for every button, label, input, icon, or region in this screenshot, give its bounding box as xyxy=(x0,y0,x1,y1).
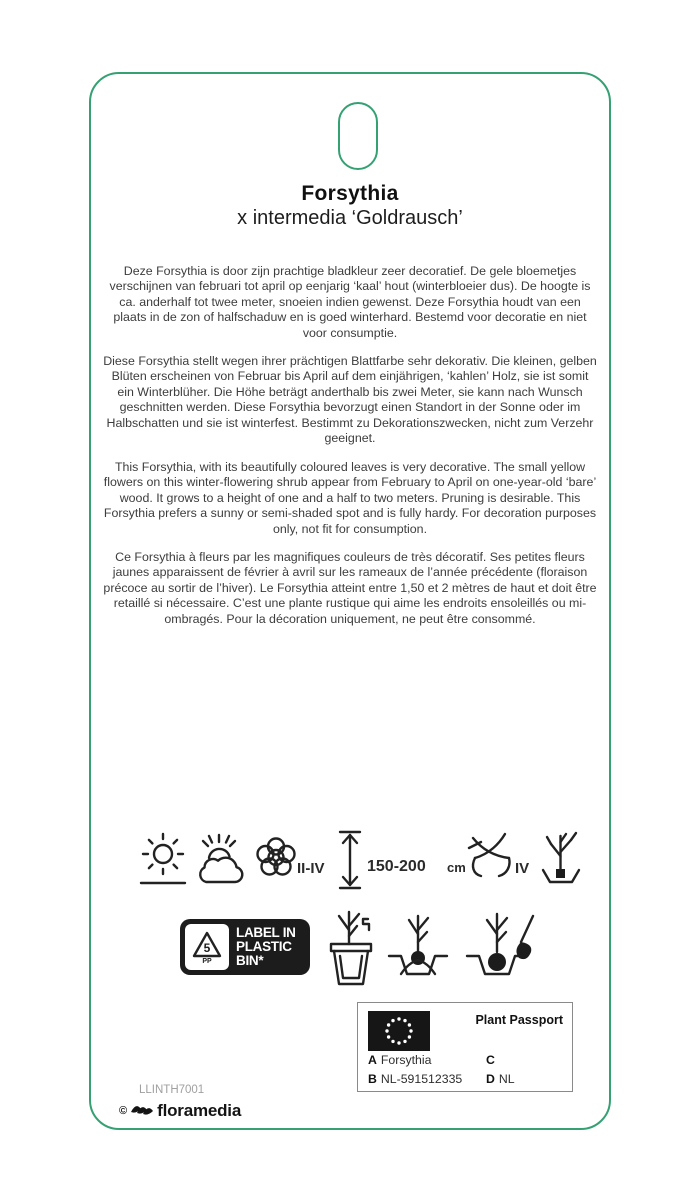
description-german: Diese Forsythia stellt wegen ihrer prächtigen Blattfarbe sehr dekorativ. Die kleinen, gelben Blüten erscheinen von Februar bis April auf dem einjährigen, ‘kahlen’ Holz, sie ist somit ein Winterblüher. Die Höhe beträgt anderthalb bis zwei Meter, sie kann nach Wunsch geschnitten werden. Diese Forsythia bevorzugt einen Standort in der Sonne oder im Halbschatten und sie ist winterfest. Bestimmt zu Dekorationszwecken, nicht zum Verzehr geeignet. xyxy=(103,354,597,446)
badge-line-1: LABEL IN xyxy=(236,925,296,940)
passport-title: Plant Passport xyxy=(475,1013,563,1027)
plant-with-shovel-icon xyxy=(463,908,543,988)
height-range-label: 150-200 xyxy=(367,858,426,875)
pruning-period-label: IV xyxy=(515,860,530,877)
passport-value-b: NL-591512335 xyxy=(380,1072,463,1086)
copyright-symbol: © xyxy=(119,1104,128,1117)
plant-genus-title: Forsythia xyxy=(301,182,399,205)
height-icon xyxy=(337,828,363,892)
passport-row-d xyxy=(486,1072,515,1086)
passport-key-b: B xyxy=(368,1072,377,1086)
passport-key-d: D xyxy=(486,1072,495,1086)
plant-cultivar-subtitle: x intermedia ‘Goldrausch’ xyxy=(237,207,463,229)
plastic-code-text: 5 xyxy=(203,940,211,955)
description-english: This Forsythia, with its beautifully coloured leaves is very decorative. The small yellow flowers on this winter-flowering shrub appear from February to April on one-year-old ‘bare’ wood. It grows to a height of one and a half to two meters. Pruning is desirable. This Forsythia prefers a sunny or semi-shaded spot and is fully hardy. For decoration purposes only, not fit for consumption. xyxy=(103,460,597,536)
passport-row-c xyxy=(486,1053,499,1067)
brand-name: floramedia xyxy=(157,1100,242,1120)
soak-in-bucket-icon xyxy=(323,904,379,988)
plant-passport-box xyxy=(357,1002,573,1092)
full-sun-icon xyxy=(139,830,187,892)
eu-flag-icon xyxy=(368,1011,430,1056)
label-in-plastic-bin-badge xyxy=(180,919,310,975)
flowering-period-label: II-IV xyxy=(297,860,325,877)
passport-key-a: A xyxy=(368,1053,377,1067)
badge-text xyxy=(236,926,296,968)
flowering-period-icon xyxy=(251,832,301,886)
height-unit-label: cm xyxy=(447,860,466,875)
passport-value-a: Forsythia xyxy=(380,1053,432,1067)
label-card xyxy=(89,72,611,1130)
spread-roots-in-hole-icon xyxy=(387,910,449,988)
semi-shade-icon xyxy=(195,830,247,892)
passport-row-a xyxy=(368,1053,431,1067)
plant-in-ground-icon xyxy=(539,824,583,890)
recycling-symbol xyxy=(185,924,229,970)
plastic-type-label: PP xyxy=(202,957,212,965)
label-article-code: LLINTH7001 xyxy=(139,1084,205,1096)
description-dutch: Deze Forsythia is door zijn prachtige bladkleur zeer decoratief. De gele bloemetjes verschijnen van februari tot april op eenjarig ‘kaal’ hout (winterbloeier dus). De hoogte is ca. anderhalf tot twee meter, snoeien indien gewenst. Deze Forsythia houdt van een plaats in de zon of halfschaduw en is goed winterhard. Bestemd voor decoratie en niet voor consumptie. xyxy=(109,264,591,340)
badge-line-2: PLASTIC xyxy=(236,939,292,954)
passport-value-d: NL xyxy=(498,1072,515,1086)
passport-row-b xyxy=(368,1072,462,1086)
passport-key-c: C xyxy=(486,1053,495,1067)
badge-line-3: BIN* xyxy=(236,953,264,968)
pruning-icon xyxy=(465,828,515,884)
hang-hole xyxy=(338,102,378,170)
floramedia-leaf-icon xyxy=(130,1100,154,1121)
description-french: Ce Forsythia à fleurs par les magnifiques couleurs de très décoratif. Ses petites fleurs jaunes apparaissent de février à avril sur les rameaux de l’année précédente (floraison précoce au sortir de l’hiver). Le Forsythia atteint entre 1,50 et 2 mètres de haut et doit être retaillé si nécessaire. C’est une plante rustique qui aime les endroits ensoleillés ou mi-ombragés. Pour la décoration uniquement, ne peut être consommé. xyxy=(103,550,597,626)
floramedia-logo xyxy=(119,1100,241,1121)
